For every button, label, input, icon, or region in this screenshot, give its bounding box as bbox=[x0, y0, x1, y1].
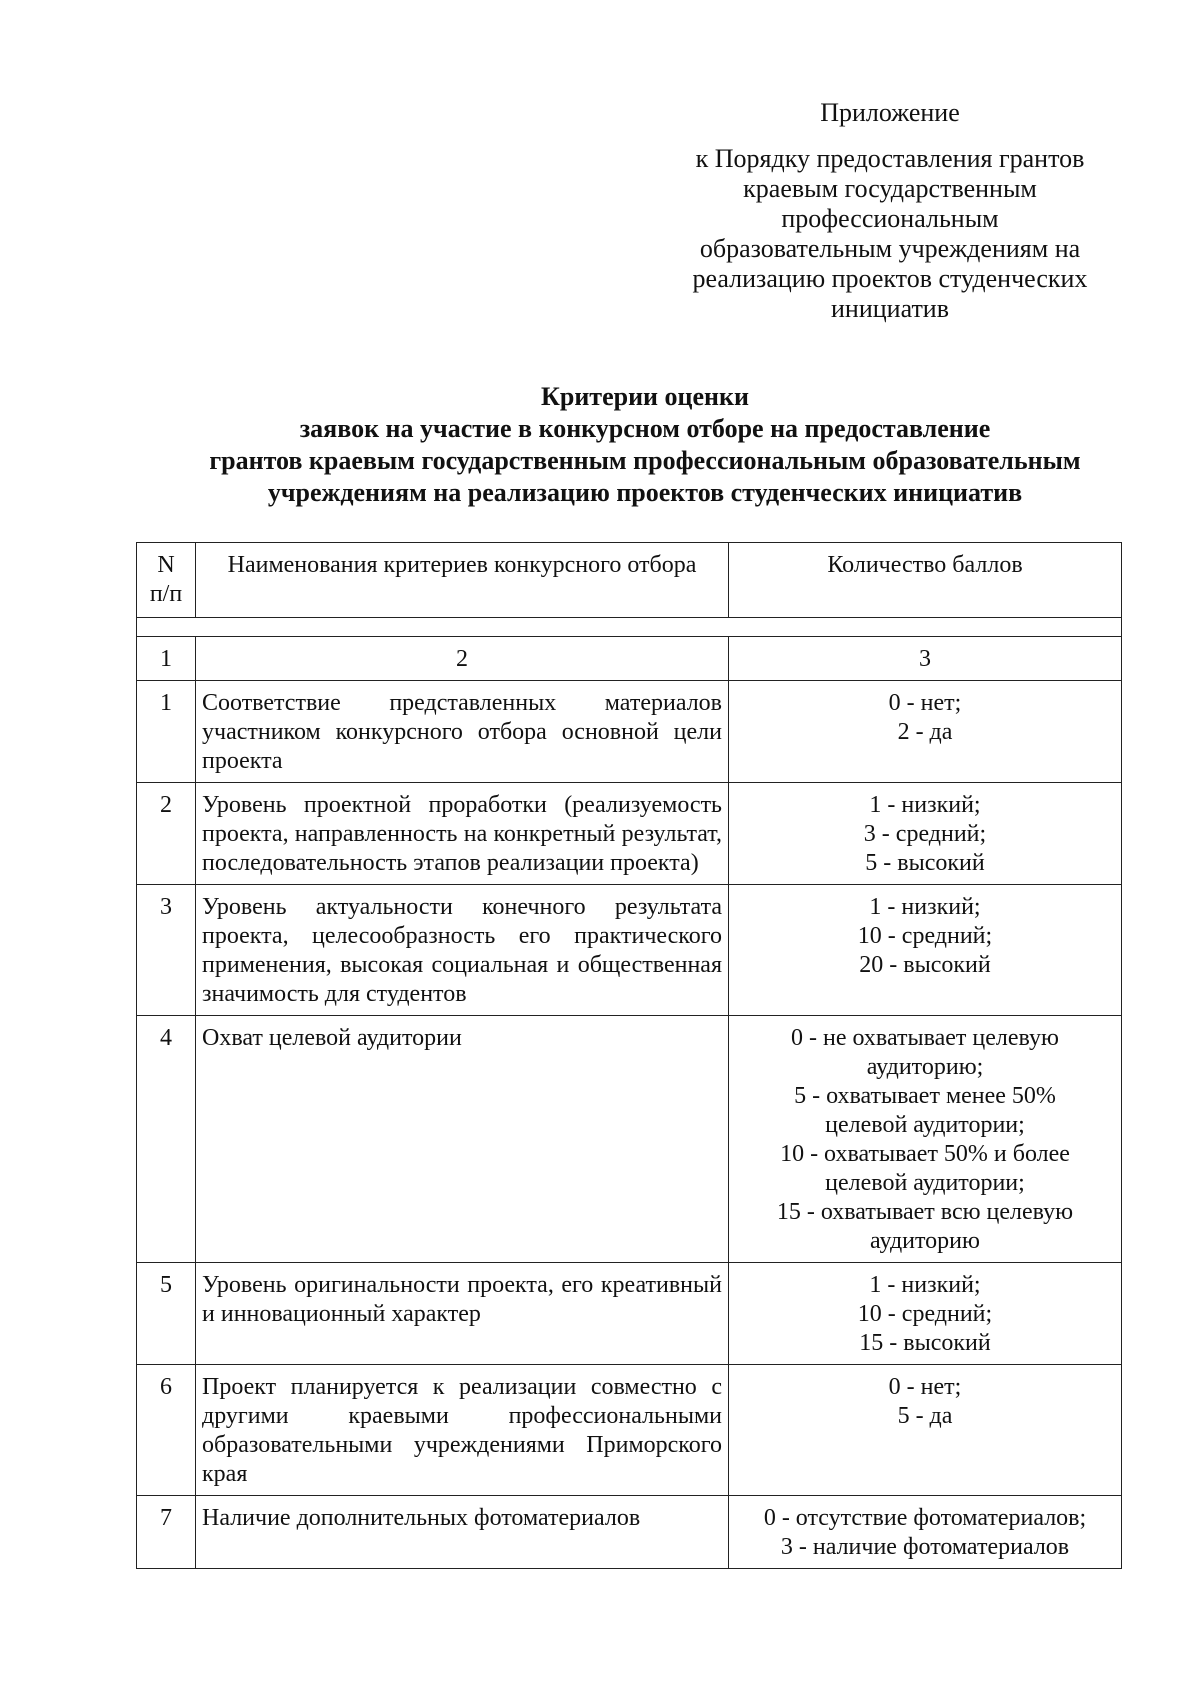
document-title bbox=[100, 381, 1190, 509]
appendix-line: профессиональным bbox=[781, 204, 999, 233]
score-line: аудиторию; bbox=[866, 1054, 984, 1080]
score-line: 10 - средний; bbox=[857, 923, 993, 949]
score-line: 1 - низкий; bbox=[869, 792, 981, 818]
column-index: 1 bbox=[137, 637, 196, 681]
header-score: Количество баллов bbox=[729, 543, 1122, 618]
criterion-score bbox=[729, 681, 1122, 783]
criterion-name: Уровень актуальности конечного результата проекта, целесообразность его практического применения, высокая социальная и общественная значимость для студентов bbox=[196, 885, 729, 1016]
row-number: 5 bbox=[137, 1263, 196, 1365]
score-line: 15 - высокий bbox=[859, 1330, 991, 1356]
criterion-score bbox=[729, 885, 1122, 1016]
row-number: 6 bbox=[137, 1365, 196, 1496]
score-line: 2 - да bbox=[897, 719, 953, 745]
appendix-title: Приложение bbox=[820, 98, 960, 127]
criterion-score bbox=[729, 1496, 1122, 1569]
criteria-row bbox=[137, 1263, 1122, 1365]
criterion-name: Уровень проектной проработки (реализуемость проекта, направленность на конкретный результат, последовательность этапов реализации проекта) bbox=[196, 783, 729, 885]
criteria-row bbox=[137, 1365, 1122, 1496]
appendix-line: краевым государственным bbox=[743, 174, 1037, 203]
score-line: 5 - высокий bbox=[865, 850, 985, 876]
score-line: целевой аудитории; bbox=[825, 1170, 1025, 1196]
score-line: 5 - да bbox=[897, 1403, 953, 1429]
criteria-row bbox=[137, 783, 1122, 885]
criteria-table bbox=[136, 542, 1122, 1569]
score-line: 10 - средний; bbox=[857, 1301, 993, 1327]
appendix-line: образовательным учреждениям на bbox=[699, 234, 1081, 263]
row-number: 1 bbox=[137, 681, 196, 783]
criterion-name: Соответствие представленных материалов участником конкурсного отбора основной цели проекта bbox=[196, 681, 729, 783]
score-line: 0 - отсутствие фотоматериалов; bbox=[763, 1505, 1087, 1531]
score-line: 3 - средний; bbox=[863, 821, 987, 847]
column-index: 2 bbox=[196, 637, 729, 681]
score-line: 0 - нет; bbox=[888, 1374, 962, 1400]
score-line: 1 - низкий; bbox=[869, 1272, 981, 1298]
score-line: аудиторию bbox=[870, 1228, 980, 1254]
row-number: 7 bbox=[137, 1496, 196, 1569]
title-line: грантов краевым государственным профессиональным образовательным bbox=[209, 446, 1081, 475]
criterion-score bbox=[729, 783, 1122, 885]
row-number: 3 bbox=[137, 885, 196, 1016]
criteria-row bbox=[137, 1016, 1122, 1263]
score-line: 20 - высокий bbox=[859, 952, 991, 978]
criterion-score bbox=[729, 1263, 1122, 1365]
criterion-name: Проект планируется к реализации совместно с другими краевыми профессиональными образовательными учреждениями Приморского края bbox=[196, 1365, 729, 1496]
appendix-line: реализацию проектов студенческих bbox=[692, 264, 1088, 293]
criterion-name: Уровень оригинальности проекта, его креативный и инновационный характер bbox=[196, 1263, 729, 1365]
table-header-row bbox=[137, 543, 1122, 618]
score-line: 10 - охватывает 50% и более bbox=[780, 1141, 1070, 1167]
criterion-score bbox=[729, 1016, 1122, 1263]
title-line: заявок на участие в конкурсном отборе на предоставление bbox=[299, 414, 991, 443]
criterion-name: Охват целевой аудитории bbox=[196, 1016, 729, 1263]
score-line: 5 - охватывает менее 50% bbox=[794, 1083, 1056, 1109]
title-line: Критерии оценки bbox=[541, 382, 749, 411]
header-gap bbox=[137, 618, 1122, 637]
score-line: целевой аудитории; bbox=[825, 1112, 1025, 1138]
criteria-row bbox=[137, 1496, 1122, 1569]
column-index-row bbox=[137, 637, 1122, 681]
appendix-text bbox=[640, 144, 1140, 324]
score-line: 15 - охватывает всю целевую bbox=[776, 1199, 1074, 1225]
score-line: 0 - не охватывает целевую bbox=[791, 1025, 1059, 1051]
column-index: 3 bbox=[729, 637, 1122, 681]
criteria-row bbox=[137, 681, 1122, 783]
appendix-line: к Порядку предоставления грантов bbox=[695, 144, 1085, 173]
row-number: 2 bbox=[137, 783, 196, 885]
score-line: 0 - нет; bbox=[888, 690, 962, 716]
score-line: 1 - низкий; bbox=[869, 894, 981, 920]
header-name: Наименования критериев конкурсного отбора bbox=[196, 543, 729, 618]
row-number: 4 bbox=[137, 1016, 196, 1263]
criteria-row bbox=[137, 885, 1122, 1016]
criterion-score bbox=[729, 1365, 1122, 1496]
criterion-name: Наличие дополнительных фотоматериалов bbox=[196, 1496, 729, 1569]
appendix-line: инициатив bbox=[831, 294, 949, 323]
score-line: 3 - наличие фотоматериалов bbox=[780, 1534, 1070, 1560]
header-num: N п/п bbox=[137, 543, 196, 618]
title-line: учреждениям на реализацию проектов студенческих инициатив bbox=[267, 478, 1023, 507]
appendix-block bbox=[640, 98, 1140, 324]
